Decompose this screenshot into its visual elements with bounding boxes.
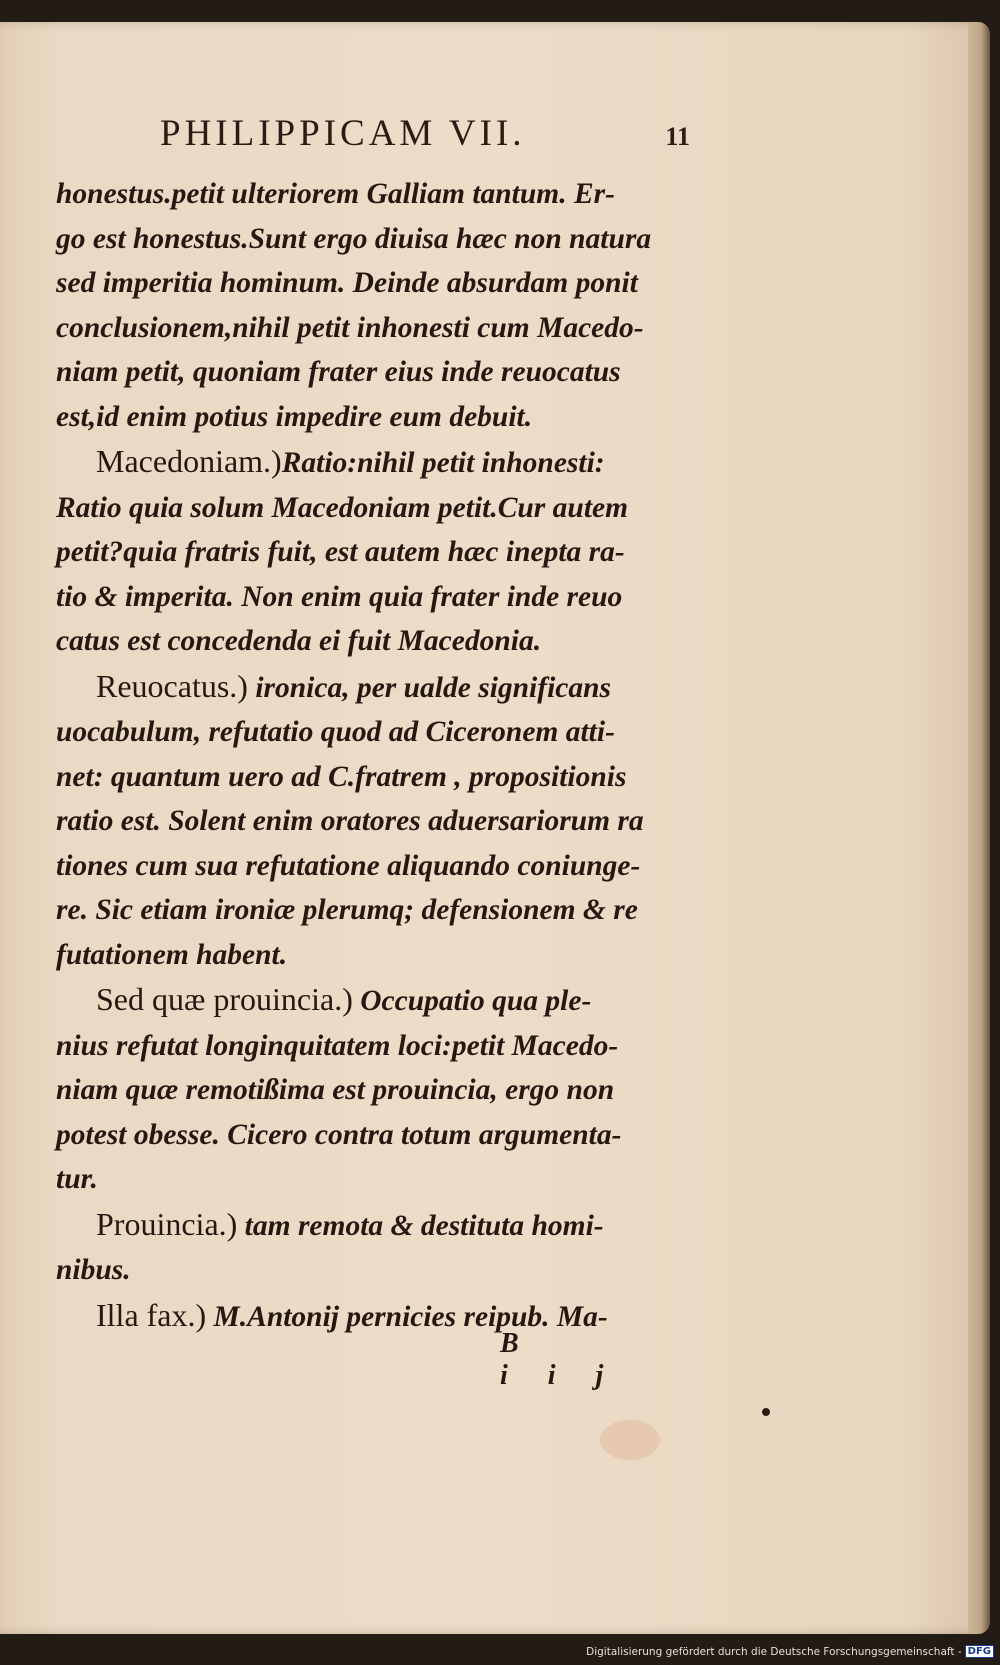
- lemma: Sed quæ prouincia.): [96, 981, 353, 1017]
- text-line: ratio est. Solent enim oratores aduersariorum ra: [56, 805, 644, 837]
- text-line: [56, 977, 716, 1024]
- folio-number: 11: [665, 122, 690, 151]
- text-line: re. Sic etiam ironiæ plerumq; defensionem & re: [56, 894, 638, 926]
- text-line: go est honestus.Sunt ergo diuisa hæc non natura: [56, 222, 652, 255]
- paragraph: [56, 439, 716, 664]
- text-line: [56, 1202, 716, 1249]
- signature-mark: B iij: [500, 1328, 644, 1391]
- page-edge: [968, 22, 990, 1634]
- credit-text: Digitalisierung gefördert durch die Deutsche Forschungsgemeinschaft -: [586, 1645, 962, 1658]
- text-line: [56, 664, 716, 711]
- paragraph: [56, 1202, 716, 1293]
- paper-stain: [600, 1420, 660, 1460]
- page-header: [160, 112, 690, 162]
- text-line: nibus.: [56, 1254, 131, 1286]
- text-line: potest obesse. Cicero contra totum argumenta-: [56, 1118, 622, 1151]
- text-line: Ratio quia solum Macedoniam petit.Cur autem: [56, 491, 629, 524]
- lemma: Prouincia.): [96, 1205, 238, 1242]
- text-line: niam quæ remotißima est prouincia, ergo non: [56, 1074, 615, 1106]
- text-line: futationem habent.: [56, 938, 288, 971]
- text-line: tio & imperita. Non enim quia frater inde reuo: [56, 580, 623, 613]
- text-line: tur.: [56, 1163, 98, 1195]
- lemma: Illa fax.): [96, 1296, 207, 1333]
- line-text: M.Antonij pernicies reipub. Ma-: [213, 1300, 608, 1333]
- text-line: net: quantum uero ad C.fratrem , propositionis: [56, 760, 627, 793]
- text-line: honestus.petit ulteriorem Galliam tantum. Er-: [56, 178, 615, 210]
- line-text: ironica, per ualde significans: [255, 671, 611, 704]
- digitization-credit: [586, 1645, 994, 1658]
- text-line: tiones cum sua refutatione aliquando coniunge-: [56, 849, 641, 882]
- text-line: niam petit, quoniam frater eius inde reuocatus: [56, 356, 621, 388]
- dfg-logo: DFG: [965, 1645, 994, 1658]
- text-line: nius refutat longinquitatem loci:petit Macedo-: [56, 1029, 619, 1062]
- paragraph: [56, 977, 716, 1202]
- text-line: sed imperitia hominum. Deinde absurdam ponit: [56, 267, 638, 299]
- line-text: tam remota & destituta homi-: [244, 1209, 604, 1242]
- ink-speck: [762, 1408, 770, 1416]
- text-line: conclusionem,nihil petit inhonesti cum Macedo-: [56, 311, 644, 344]
- paragraph: [56, 664, 716, 978]
- text-line: petit?quia fratris fuit, est autem hæc inepta ra-: [56, 536, 625, 568]
- running-head: PHILIPPICAM VII.: [160, 113, 526, 154]
- text-line: est,id enim potius impedire eum debuit.: [56, 400, 533, 433]
- body-text: [56, 172, 716, 1339]
- line-text: Ratio:nihil petit inhonesti:: [281, 447, 605, 479]
- lemma: Macedoniam.): [96, 443, 282, 479]
- lemma: Reuocatus.): [96, 667, 248, 704]
- paragraph: [56, 172, 716, 439]
- line-text: Occupatio qua ple-: [360, 985, 592, 1017]
- text-line: uocabulum, refutatio quod ad Ciceronem atti-: [56, 716, 615, 748]
- text-line: [56, 439, 716, 486]
- text-line: catus est concedenda ei fuit Macedonia.: [56, 625, 542, 657]
